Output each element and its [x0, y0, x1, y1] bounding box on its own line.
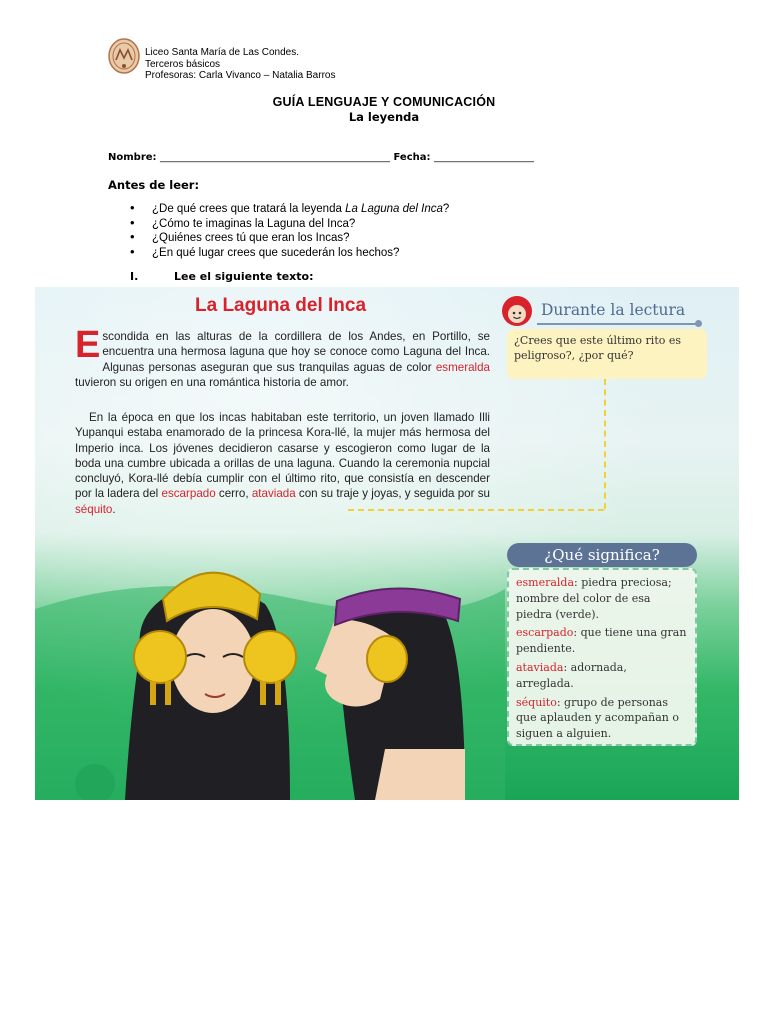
during-reading-heading: Durante la lectura: [541, 301, 686, 319]
story-title: La Laguna del Inca: [195, 295, 367, 316]
section-number: I.: [130, 270, 139, 283]
heading-rule-dot: [695, 320, 702, 327]
grade-label: Terceros básicos: [145, 58, 221, 70]
glossary-word-ataviada: ataviada: [251, 487, 296, 501]
story-paragraph-1: Escondida en las alturas de la cordillera de los Andes, en Portillo, se encuentra una hermosa laguna que hoy se conoce como Laguna del Inca. Algunas personas aseguran que sus tranquilas aguas de color esmeralda tuvieron su origen en una romántica historia de amor.: [75, 324, 490, 389]
school-info: [145, 47, 335, 82]
date-field[interactable]: ____________________: [434, 152, 534, 163]
name-date-row: [108, 152, 534, 163]
during-reading-question: ¿Crees que este último rito es peligroso?, ¿por qué?: [507, 329, 707, 379]
question-item: • ¿En qué lugar crees que sucederán los hechos?: [128, 246, 449, 261]
name-label: Nombre:: [108, 152, 157, 163]
before-reading-questions: [128, 202, 449, 260]
page-subtitle: La leyenda: [348, 110, 420, 124]
name-field[interactable]: ______________________________________________: [160, 152, 391, 163]
glossary-entry: séquito: grupo de personas que aplauden y acompañan o siguen a alguien.: [516, 695, 679, 741]
connector-line: [604, 379, 606, 509]
section-label: Lee el siguiente texto:: [174, 270, 314, 283]
question-item: • ¿Cómo te imaginas la Laguna del Inca?: [128, 217, 449, 232]
glossary-heading: ¿Qué significa?: [507, 543, 697, 567]
inca-couple-illustration: [35, 549, 505, 800]
date-label: Fecha:: [393, 152, 431, 163]
connector-line: [348, 509, 604, 511]
story-panel: [35, 287, 739, 800]
drop-cap: E: [75, 324, 101, 366]
teachers-label: Profesoras: Carla Vivanco – Natalia Barros: [145, 70, 336, 81]
heading-rule: [537, 323, 697, 325]
glossary-box: [507, 568, 697, 746]
page-title: GUÍA LENGUAJE Y COMUNICACIÓN: [272, 95, 496, 109]
section-heading: [130, 270, 313, 283]
school-crest-icon: [108, 38, 140, 74]
before-reading-heading: Antes de leer:: [108, 178, 200, 192]
glossary-word-sequito: séquito: [75, 502, 113, 516]
glossary-word-esmeralda: esmeralda: [435, 360, 490, 374]
reader-face-icon: [501, 295, 533, 327]
question-item: • ¿Quiénes crees tú que eran los Incas?: [128, 231, 449, 246]
question-item: • ¿De qué crees que tratará la leyenda La Laguna del Inca?: [128, 202, 449, 217]
school-name: Liceo Santa María de Las Condes.: [145, 47, 299, 58]
glossary-word-escarpado: escarpado: [161, 487, 216, 501]
story-paragraph-2: En la época en que los incas habitaban este territorio, un joven llamado Illi Yupanqui estaba enamorado de la princesa Kora-llé, la mujer más hermosa del Imperio inca. Los jóvenes decidieron casarse y escogieron como lugar de la boda una cumbre ubicada a orillas de una laguna. Cuando la ceremonia nupcial concluyó, Kora-llé debía cumplir con el último rito, que consistía en descender por la ladera del escarpado cerro, ataviada con su traje y joyas, y seguida por su séquito.: [75, 411, 490, 516]
glossary-entry: ataviada: adornada, arreglada.: [516, 660, 627, 690]
glossary-entry: escarpado: que tiene una gran pendiente.: [516, 626, 687, 656]
glossary-entry: esmeralda: piedra preciosa; nombre del color de esa piedra (verde).: [516, 576, 672, 621]
